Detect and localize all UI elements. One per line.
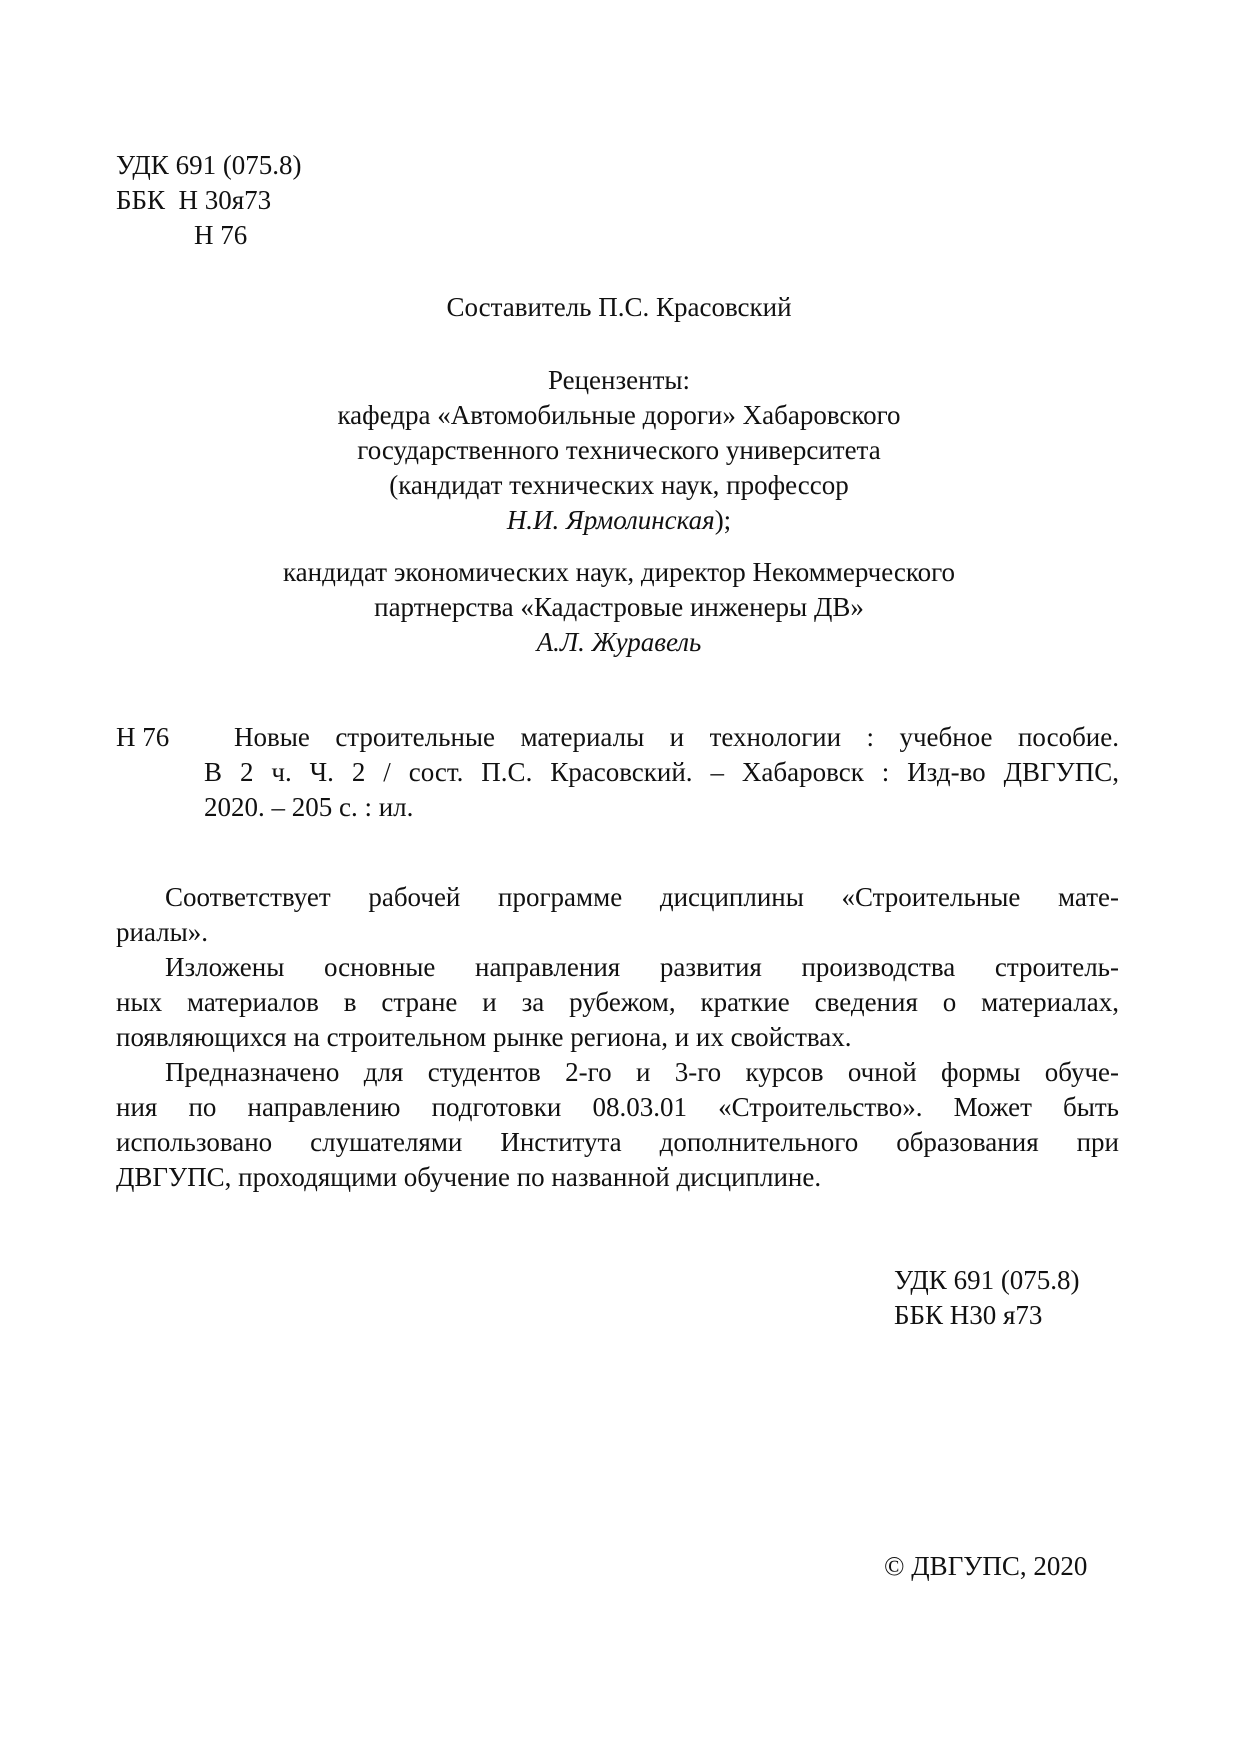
bib-record (204, 720, 1119, 755)
footer-udk: УДК 691 (075.8) (894, 1265, 1080, 1295)
reviewer1-name: Н.И. Ярмолинская (506, 505, 715, 535)
footer-bbk: ББК Н30 я73 (894, 1300, 1043, 1330)
header-codes (116, 148, 302, 253)
reviewer2-name: А.Л. Журавель (536, 627, 702, 657)
footer-codes (894, 1263, 1080, 1333)
abstract-p1-line-2: риалы». (116, 917, 209, 947)
reviewer1-line-2: государственного технического университета (357, 435, 881, 465)
bib-line-3: 2020. – 205 с. : ил. (204, 792, 414, 822)
reviewer2-line-1: кандидат экономических наук, директор Некоммерческого (282, 557, 956, 587)
reviewer2-line-2: партнерства «Кадастровые инженеры ДВ» (374, 592, 864, 622)
reviewers-title: Рецензенты: (547, 365, 691, 395)
header-bbk: ББК Н 30я73 (116, 185, 272, 215)
reviewers-block (150, 363, 1088, 538)
abstract-p3-line-4: ДВГУПС, проходящими обучение по названной дисциплине. (116, 1162, 822, 1192)
bib-record-cont (204, 755, 1119, 825)
bib-sign: Н 76 (116, 722, 170, 752)
header-udk: УДК 691 (075.8) (116, 150, 302, 180)
abstract-p1-line-1: Соответствует рабочей программе дисциплины «Строительные мате- (165, 882, 1119, 912)
compiler-text: Составитель П.С. Красовский (446, 292, 792, 322)
reviewer1-line-3: (кандидат технических наук, профессор (389, 470, 849, 500)
abstract (116, 880, 1119, 1195)
abstract-p3-line-1: Предназначено для студентов 2-го и 3-го курсов очной формы обуче- (165, 1057, 1119, 1087)
compiler-line (150, 290, 1088, 325)
reviewer1-name-line (150, 503, 1088, 538)
bib-line-1: Новые строительные материалы и технологии : учебное пособие. (234, 722, 1119, 752)
abstract-p3-line-2: ния по направлению подготовки 08.03.01 «Строительство». Может быть (116, 1092, 1119, 1122)
reviewer2-block (150, 555, 1088, 660)
abstract-p2-line-3: появляющихся на строительном рынке региона, и их свойствах. (116, 1022, 852, 1052)
reviewer1-line-1: кафедра «Автомобильные дороги» Хабаровского (337, 400, 901, 430)
copyright: © ДВГУПС, 2020 (884, 1551, 1088, 1581)
bib-line-2: В 2 ч. Ч. 2 / сост. П.С. Красовский. – Хабаровск : Изд-во ДВГУПС, (204, 757, 1119, 787)
reviewer1-name-suffix: ); (714, 505, 732, 535)
abstract-p3-line-3: использовано слушателями Института дополнительного образования при (116, 1127, 1119, 1157)
abstract-p2-line-2: ных материалов в стране и за рубежом, краткие сведения о материалах, (116, 987, 1119, 1017)
header-author-sign: Н 76 (194, 220, 248, 250)
abstract-p2-line-1: Изложены основные направления развития производства строитель- (165, 952, 1119, 982)
